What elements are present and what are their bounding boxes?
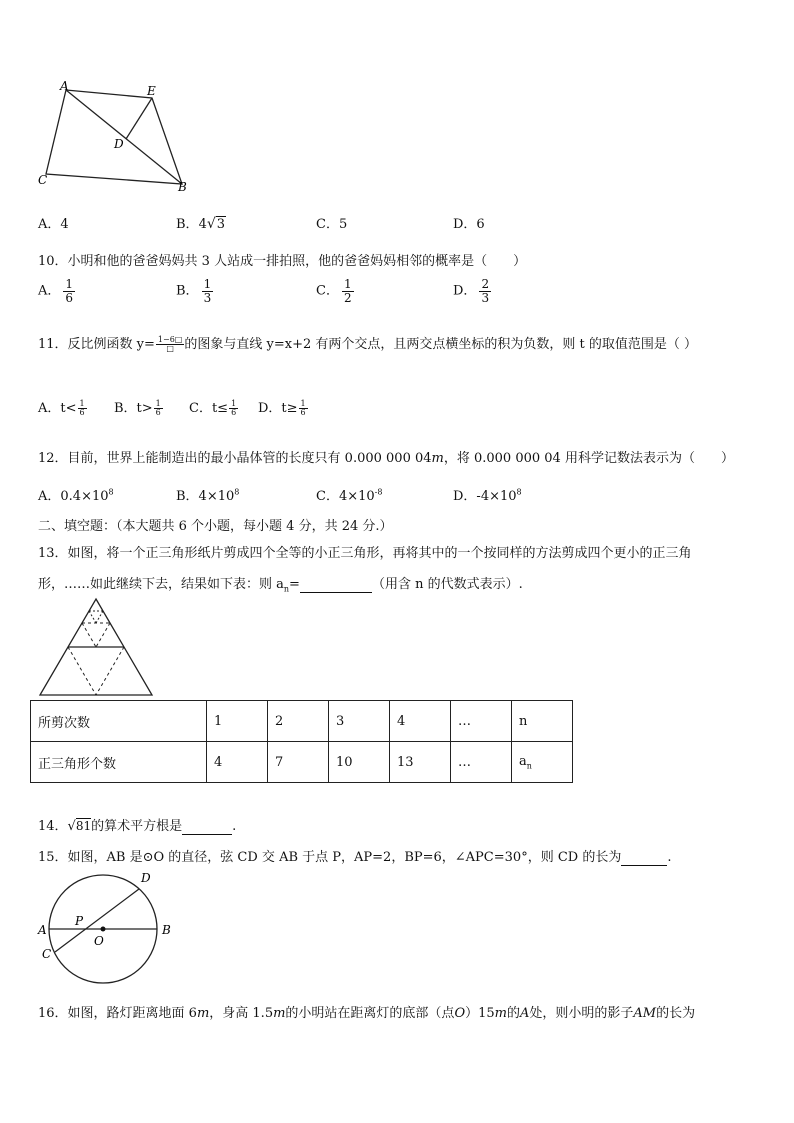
exponent: 8 <box>516 487 522 497</box>
fraction-den: 6 <box>79 408 85 417</box>
center-point <box>101 927 106 932</box>
q13-line2-pre: 形，……如此继续下去，结果如下表：则 a <box>38 577 284 592</box>
q11-option-c-label: C．t≤ <box>189 401 229 416</box>
label-o: O <box>94 934 104 948</box>
table-cell: 2 <box>268 701 329 742</box>
q12-option-d[interactable] <box>453 485 522 504</box>
q10-option-c[interactable] <box>316 278 354 304</box>
table-cell: n <box>512 701 573 742</box>
q16-e: 的 <box>506 1006 520 1021</box>
answer-blank-q13[interactable] <box>300 577 372 593</box>
fraction-den: 6 <box>300 408 306 417</box>
q12-option-c-label: C．4×10 <box>316 489 375 504</box>
fraction-num: 1 <box>343 277 352 291</box>
dashed-line <box>68 647 96 695</box>
q12-option-d-label: D．-4×10 <box>453 489 517 504</box>
q10-option-b-label: B． <box>176 283 199 299</box>
answer-blank-q15[interactable] <box>621 850 667 866</box>
dashed-line <box>96 647 124 695</box>
q9-option-b[interactable] <box>176 213 226 232</box>
sqrt-symbol: √ <box>206 216 216 232</box>
q11-option-b[interactable] <box>114 397 163 417</box>
label-a: A <box>38 923 47 937</box>
figure-q9-quadrilateral <box>30 78 200 198</box>
fraction-den: 6 <box>65 290 74 305</box>
q12-unit: m <box>431 451 444 466</box>
unit-m: m <box>494 1006 507 1021</box>
figure-q15-circle <box>30 868 180 990</box>
dashed-line <box>96 611 103 623</box>
fraction-num: 1 <box>203 277 212 291</box>
label-b: B <box>162 923 171 937</box>
q16-f: 处，则小明的影子 <box>529 1006 634 1021</box>
q12-option-a-label: A．0.4×10 <box>38 489 109 504</box>
table-row <box>31 701 573 742</box>
fraction-num: 1 <box>79 398 85 408</box>
q10-option-d-label: D． <box>453 283 477 299</box>
q11-option-c[interactable] <box>189 397 238 417</box>
q13-line2-post: （用含 n 的代数式表示）. <box>371 577 523 592</box>
table-cell: 10 <box>329 742 390 783</box>
table-cell: 4 <box>390 701 451 742</box>
q9-option-b-label: B． <box>176 217 199 232</box>
q15-text <box>38 846 671 866</box>
q10-option-a-label: A． <box>38 283 61 299</box>
fraction-num: 1 <box>300 398 306 408</box>
q16-a: 16．如图，路灯距离地面 6 <box>38 1006 197 1021</box>
exponent: 8 <box>234 487 240 497</box>
label-c: C <box>42 947 52 961</box>
q14-pre: 14． <box>38 819 68 834</box>
fraction-num: 1 <box>155 398 161 408</box>
q9-option-b-coef: 4 <box>198 217 207 232</box>
q13-line2 <box>38 573 523 594</box>
q14-post: 的算术平方根是 <box>91 819 183 834</box>
q10-option-c-label: C． <box>316 283 339 299</box>
fraction-den: 6 <box>155 408 161 417</box>
q11-post: 的图象与直线 y=x+2 有两个交点，且两交点横坐标的积为负数，则 t 的取值范围是（ ） <box>184 337 697 352</box>
subscript: n <box>283 584 290 594</box>
table-cell: 3 <box>329 701 390 742</box>
fraction-num: 1−6□ <box>157 334 183 344</box>
q11-pre: 11．反比例函数 y= <box>38 337 155 352</box>
dashed-line <box>96 623 110 647</box>
q13-table <box>30 700 573 783</box>
fraction-den: 3 <box>203 290 212 305</box>
q9-option-d[interactable]: D．6 <box>453 217 485 232</box>
q12-option-a[interactable] <box>38 485 114 504</box>
point-o: O <box>454 1006 466 1021</box>
table-cell: 1 <box>207 701 268 742</box>
q12-text-a: 12．目前，世界上能制造出的最小晶体管的长度只有 0.000 000 04 <box>38 451 432 466</box>
q11-option-d[interactable] <box>258 397 308 417</box>
label-e: E <box>147 84 156 98</box>
label-d: D <box>114 137 124 151</box>
q9-option-c[interactable]: C．5 <box>316 217 348 232</box>
q10-option-a[interactable] <box>38 278 75 304</box>
fraction <box>342 278 354 304</box>
q10-text: 10．小明和他的爸爸妈妈共 3 人站成一排拍照，他的爸爸妈妈相邻的概率是（ ） <box>38 254 527 269</box>
q14-radicand: 81 <box>75 819 92 833</box>
fraction-den: 6 <box>231 408 237 417</box>
diagonal-ab <box>66 90 182 184</box>
figure-q13-triangles <box>36 595 158 697</box>
q16-c: 的小明站在距离灯的底部（点 <box>285 1006 455 1021</box>
table-row <box>31 742 573 783</box>
table-cell: 13 <box>390 742 451 783</box>
section-heading-fill-blank: 二、填空题：（本大题共 6 个小题，每小题 4 分，共 24 分.） <box>38 519 393 534</box>
q11-option-d-label: D．t≥ <box>258 401 298 416</box>
a-symbol: a <box>519 753 527 769</box>
point-a: A <box>520 1006 530 1021</box>
q11-option-a[interactable] <box>38 397 87 417</box>
q10-option-d[interactable] <box>453 278 491 304</box>
fraction-num: 2 <box>481 277 490 291</box>
fraction-den: 3 <box>481 290 490 305</box>
q12-text <box>38 447 734 466</box>
fraction <box>63 278 75 304</box>
table-cell: 正三角形个数 <box>31 742 207 783</box>
segment-am: AM <box>633 1006 657 1021</box>
q16-g: 的长为 <box>656 1006 696 1021</box>
table-cell: … <box>451 701 512 742</box>
fraction <box>299 400 308 418</box>
fraction <box>202 278 214 304</box>
unit-m: m <box>196 1006 210 1021</box>
fraction-den: □ <box>166 344 174 353</box>
q16-d: ）15 <box>465 1006 495 1021</box>
unit-m: m <box>273 1006 286 1021</box>
q15-text-body: 15．如图，AB 是⊙O 的直径，弦 CD 交 AB 于点 P，AP=2，BP=6，∠APC=30°，则 CD 的长为 <box>38 850 622 865</box>
q12-option-b-label: B．4×10 <box>176 489 235 504</box>
q13-line2-eq: = <box>289 577 300 592</box>
label-p: P <box>75 914 84 928</box>
q14-end: . <box>232 819 237 834</box>
fraction-num: 1 <box>65 277 74 291</box>
exponent: -8 <box>374 487 383 497</box>
label-d: D <box>141 871 151 885</box>
table-cell: 所剪次数 <box>31 701 207 742</box>
q15-end: . <box>667 850 672 865</box>
answer-blank-q14[interactable] <box>182 819 232 835</box>
exponent: 8 <box>108 487 114 497</box>
q9-option-b-radicand: 3 <box>216 217 226 232</box>
dashed-line <box>82 623 96 647</box>
table-cell <box>512 742 573 783</box>
q11-option-b-label: B．t> <box>114 401 153 416</box>
fraction <box>154 400 163 418</box>
segment-de <box>126 98 152 139</box>
label-c: C <box>38 173 48 187</box>
fraction <box>229 400 238 418</box>
table-cell: … <box>451 742 512 783</box>
q11-option-a-label: A．t< <box>38 401 77 416</box>
subscript: n <box>526 761 532 771</box>
q14-text <box>38 815 236 835</box>
q16-b: ，身高 1.5 <box>209 1006 274 1021</box>
q16-text <box>38 1002 695 1021</box>
q12-text-b: ，将 0.000 000 04 用科学记数法表示为（ ） <box>443 451 734 466</box>
table-cell: 4 <box>207 742 268 783</box>
sqrt-symbol: √ <box>67 819 76 834</box>
q13-line1: 13．如图，将一个正三角形纸片剪成四个全等的小正三角形，再将其中的一个按同样的方法剪成四个更小的正三角 <box>38 546 692 561</box>
table-cell: 7 <box>268 742 329 783</box>
fraction-den: 2 <box>343 290 352 305</box>
q12-option-b[interactable] <box>176 485 239 504</box>
q11-fraction <box>156 336 184 354</box>
label-b: B <box>178 180 187 194</box>
fraction <box>78 400 87 418</box>
q9-option-a[interactable]: A．4 <box>38 217 69 232</box>
q11-text <box>38 333 697 353</box>
q12-option-c[interactable] <box>316 485 382 504</box>
dashed-line <box>89 611 96 623</box>
label-a: A <box>60 79 69 93</box>
fraction-num: 1 <box>231 398 237 408</box>
q10-option-b[interactable] <box>176 278 213 304</box>
fraction <box>479 278 491 304</box>
